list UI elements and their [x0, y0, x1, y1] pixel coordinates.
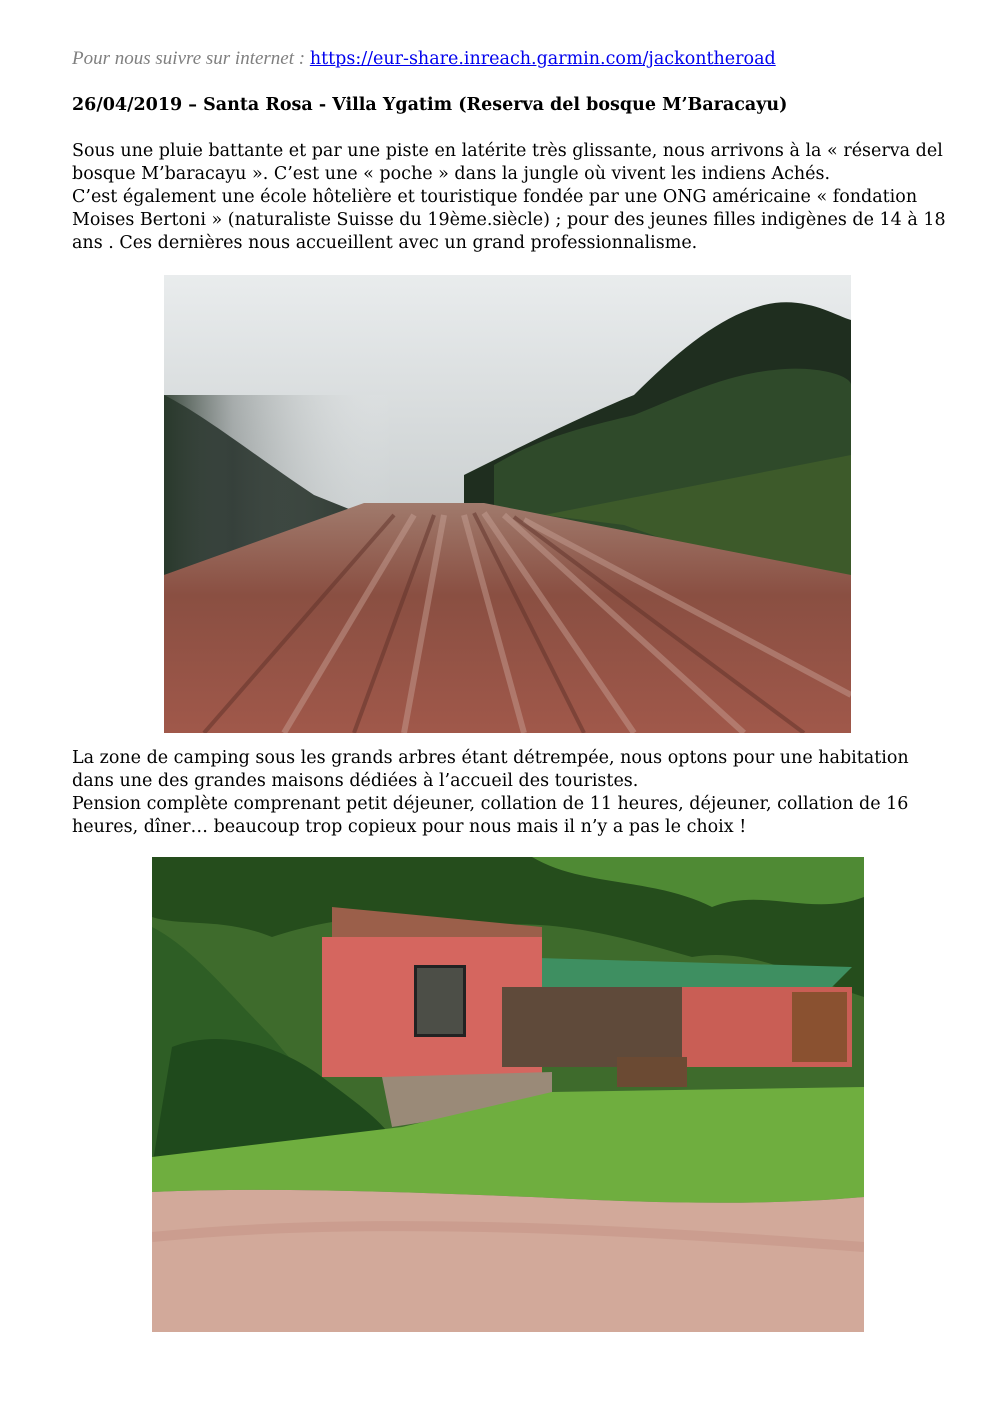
intro-line-1: Sous une pluie battante et par une piste en latérite très glissante, nous arrivons à la « réserva del bosque M’baracayu ». C’est une « poche » dans la jungle où vivent les indiens Achés.: [72, 141, 943, 184]
lodging-line-1: La zone de camping sous les grands arbres étant détrempée, nous optons pour une habitation dans une des grandes maisons dédiées à l’accueil des touristes.: [72, 748, 909, 791]
intro-line-2: C’est également une école hôtelière et touristique fondée par une ONG américaine « fondation Moises Bertoni » (naturaliste Suisse du 19ème.siècle) ; pour des jeunes filles indigènes de 14 à 18 ans . Ces dernières nous accueillent avec un grand professionnalisme.: [72, 187, 946, 253]
follow-label: Pour nous suivre sur internet :: [72, 48, 310, 69]
intro-paragraph: [72, 140, 952, 255]
lodging-paragraph: [72, 747, 952, 839]
entry-title: 26/04/2019 – Santa Rosa - Villa Ygatim (Reserva del bosque M’Baracayu): [72, 95, 788, 115]
muddy-road-photo: [164, 275, 851, 733]
follow-line: [72, 47, 776, 71]
guest-house-photo: [152, 857, 864, 1332]
tracking-link[interactable]: https://eur-share.inreach.garmin.com/jackontheroad: [309, 49, 776, 69]
lodging-line-2: Pension complète comprenant petit déjeuner, collation de 11 heures, déjeuner, collation de 16 heures, dîner… beaucoup trop copieux pour nous mais il n’y a pas le choix !: [72, 794, 909, 837]
